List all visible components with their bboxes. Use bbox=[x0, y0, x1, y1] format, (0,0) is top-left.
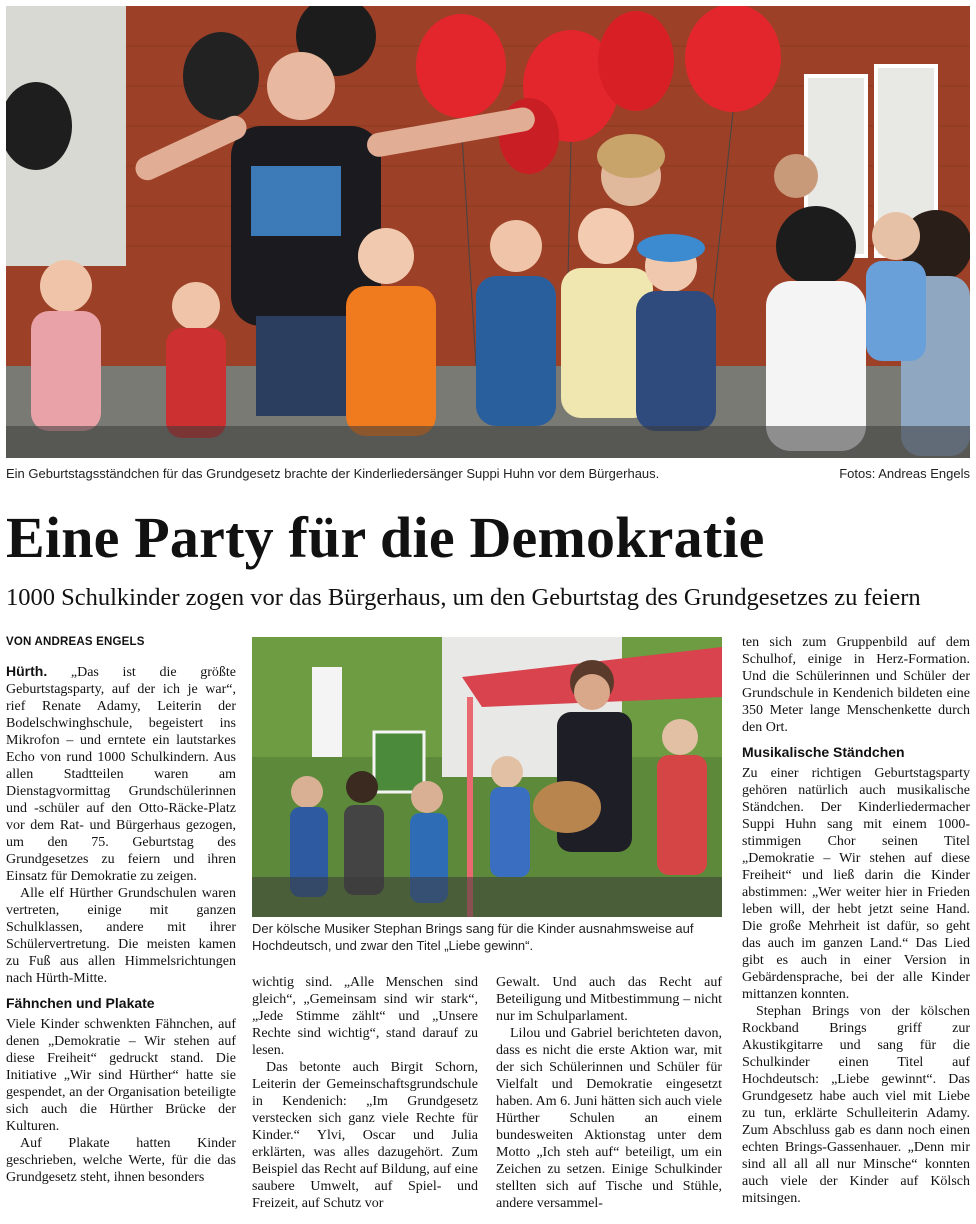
paragraph: ten sich zum Gruppenbild auf dem Schulhof, einige in Herz-Formation. Und die Schülerinnen und Schüler der Grundschule in Kendenich bildeten eine 350 Meter lange Menschenkette durch den Ort. bbox=[742, 635, 970, 735]
top-photo-caption: Ein Geburtstagsständchen für das Grundgesetz brachte der Kinderliedersänger Suppi Huhn vor dem Bürgerhaus. bbox=[6, 465, 660, 481]
paragraph: Lilou und Gabriel berichteten davon, dass es nicht die erste Aktion war, mit der sich Schülerinnen und Schüler für Vielfalt und Demokratie eingesetzt haben. Am 6. Juni hätten sich auch viele Hürther Schulen an einem bundesweiten Aktionstag unter dem Motto „Ich steh auf“ beteiligt, um ein Zeichen zu setzen. Einige Schulkinder stellten sich auf Tische und Stühle, andere versammel- bbox=[496, 1026, 722, 1211]
section-heading: Musikalische Ständchen bbox=[742, 744, 905, 760]
column-3 bbox=[496, 974, 722, 1212]
paragraph: wichtig sind. „Alle Menschen sind gleich“, „Gemeinsam sind wir stark“, „Jede Stimme zählt“ und „Unsere Rechte sind wichtig“, stand darauf zu lesen. bbox=[252, 975, 478, 1058]
column-1 bbox=[6, 634, 236, 1186]
column-2 bbox=[252, 974, 478, 1212]
paragraph: Gewalt. Und auch das Recht auf Beteiligung und Mitbestimmung – nicht nur im Schulparlament. bbox=[496, 975, 722, 1024]
paragraph: Stephan Brings von der kölschen Rockband Brings griff zur Akustikgitarre und sang für die Schulkinder einen Titel auf Hochdeutsch: „Liebe gewinnt“. Das Grundgesetz habe auch viel mit Liebe zu tun, erklärte Schulleiterin Adamy. Zum Abschluss gab es dann noch einen echten Brings-Gassenhauer. „Denn mir sind all all all nur Minsche“ konnten auch viele der Kinder auf Kölsch mitsingen. bbox=[742, 1004, 970, 1206]
middle-photo bbox=[252, 637, 722, 917]
subheadline: 1000 Schulkinder zogen vor das Bürgerhaus, um den Geburtstag des Grundgesetzes zu feiern bbox=[6, 584, 921, 611]
paragraph-text: „Das ist die größte Geburtstagsparty, auf der ich je war“, rief Renate Adamy, Leiterin der Bodelschwinghschule, begeistert ins Mikrofon – und erntete ein lautstarkes Echo von rund 1000 Schulkindern. Aus allen Stadtteilen waren am Dienstagvormittag Grundschülerinnen und -schüler auf den Otto-Räcke-Platz vor dem Rat- und Bürgerhaus gezogen, um den 75. Geburtstag des Grundgesetzes zu feiern und ihren Einsatz für Demokratie zu zeigen. bbox=[6, 665, 236, 884]
paragraph: Zu einer richtigen Geburtstagsparty gehören natürlich auch musikalische Ständchen. Der Kinderliedermacher Suppi Huhn sang mit einem 1000-stimmigen Chor seinen Titel „Demokratie – Wir stehen auf diese Freiheit“ und ließ darin die Kinder abstimmen: „Wer weiter hier in Frieden leben will, der hebt jetzt seine Hand. Die große Mehrheit ist dafür, so geht das auch im ganzen Land.“ Das Lied gibt es auch in einer Version in Gebärdensprache, bei der alle Kinder mittanzen konnten. bbox=[742, 766, 970, 1002]
top-photo-caption-row bbox=[6, 462, 970, 484]
section-heading: Fähnchen und Plakate bbox=[6, 995, 155, 1011]
paragraph: Alle elf Hürther Grundschulen waren vertreten, einige mit ganzen Schulklassen, andere mit ihrer Schülervertretung. Die meisten kamen zu Fuß aus allen Himmelsrichtungen nach Hürth-Mitte. bbox=[6, 886, 236, 986]
paragraph: Das betonte auch Birgit Schorn, Leiterin der Gemeinschaftsgrundschule in Kendenich: „Im Grundgesetz verstecken sich ganz viele Rechte für Kinder.“ Ylvi, Oscar und Julia erklärten, was alles dazugehört. Zum Beispiel das Recht auf Bildung, auf eine saubere Umwelt, auf Spiel- und Freizeit, auf Schutz vor bbox=[252, 1060, 478, 1211]
byline: VON ANDREAS ENGELS bbox=[6, 636, 145, 648]
top-photo bbox=[6, 6, 970, 458]
photo-credit: Fotos: Andreas Engels bbox=[839, 465, 970, 481]
column-4 bbox=[742, 634, 970, 1207]
headline: Eine Party für die Demokratie bbox=[6, 505, 765, 570]
paragraph bbox=[6, 663, 236, 885]
paragraph: Viele Kinder schwenkten Fähnchen, auf denen „Demokratie – Wir stehen auf diese Freiheit“ gedruckt stand. Die Initiative „Wir sind Hürther“ hatte sie gespendet, an der Organisation beteiligte sich auch die Hürther Brücke der Kulturen. bbox=[6, 1017, 236, 1134]
paragraph: Auf Plakate hatten Kinder geschrieben, welche Werte, für die das Grundgesetz steht, ihnen besonders bbox=[6, 1136, 236, 1185]
middle-photo-caption: Der kölsche Musiker Stephan Brings sang für die Kinder ausnahmsweise auf Hochdeutsch, und zwar den Titel „Liebe gewinn“. bbox=[252, 921, 694, 953]
dateline-location: Hürth. bbox=[6, 663, 48, 679]
